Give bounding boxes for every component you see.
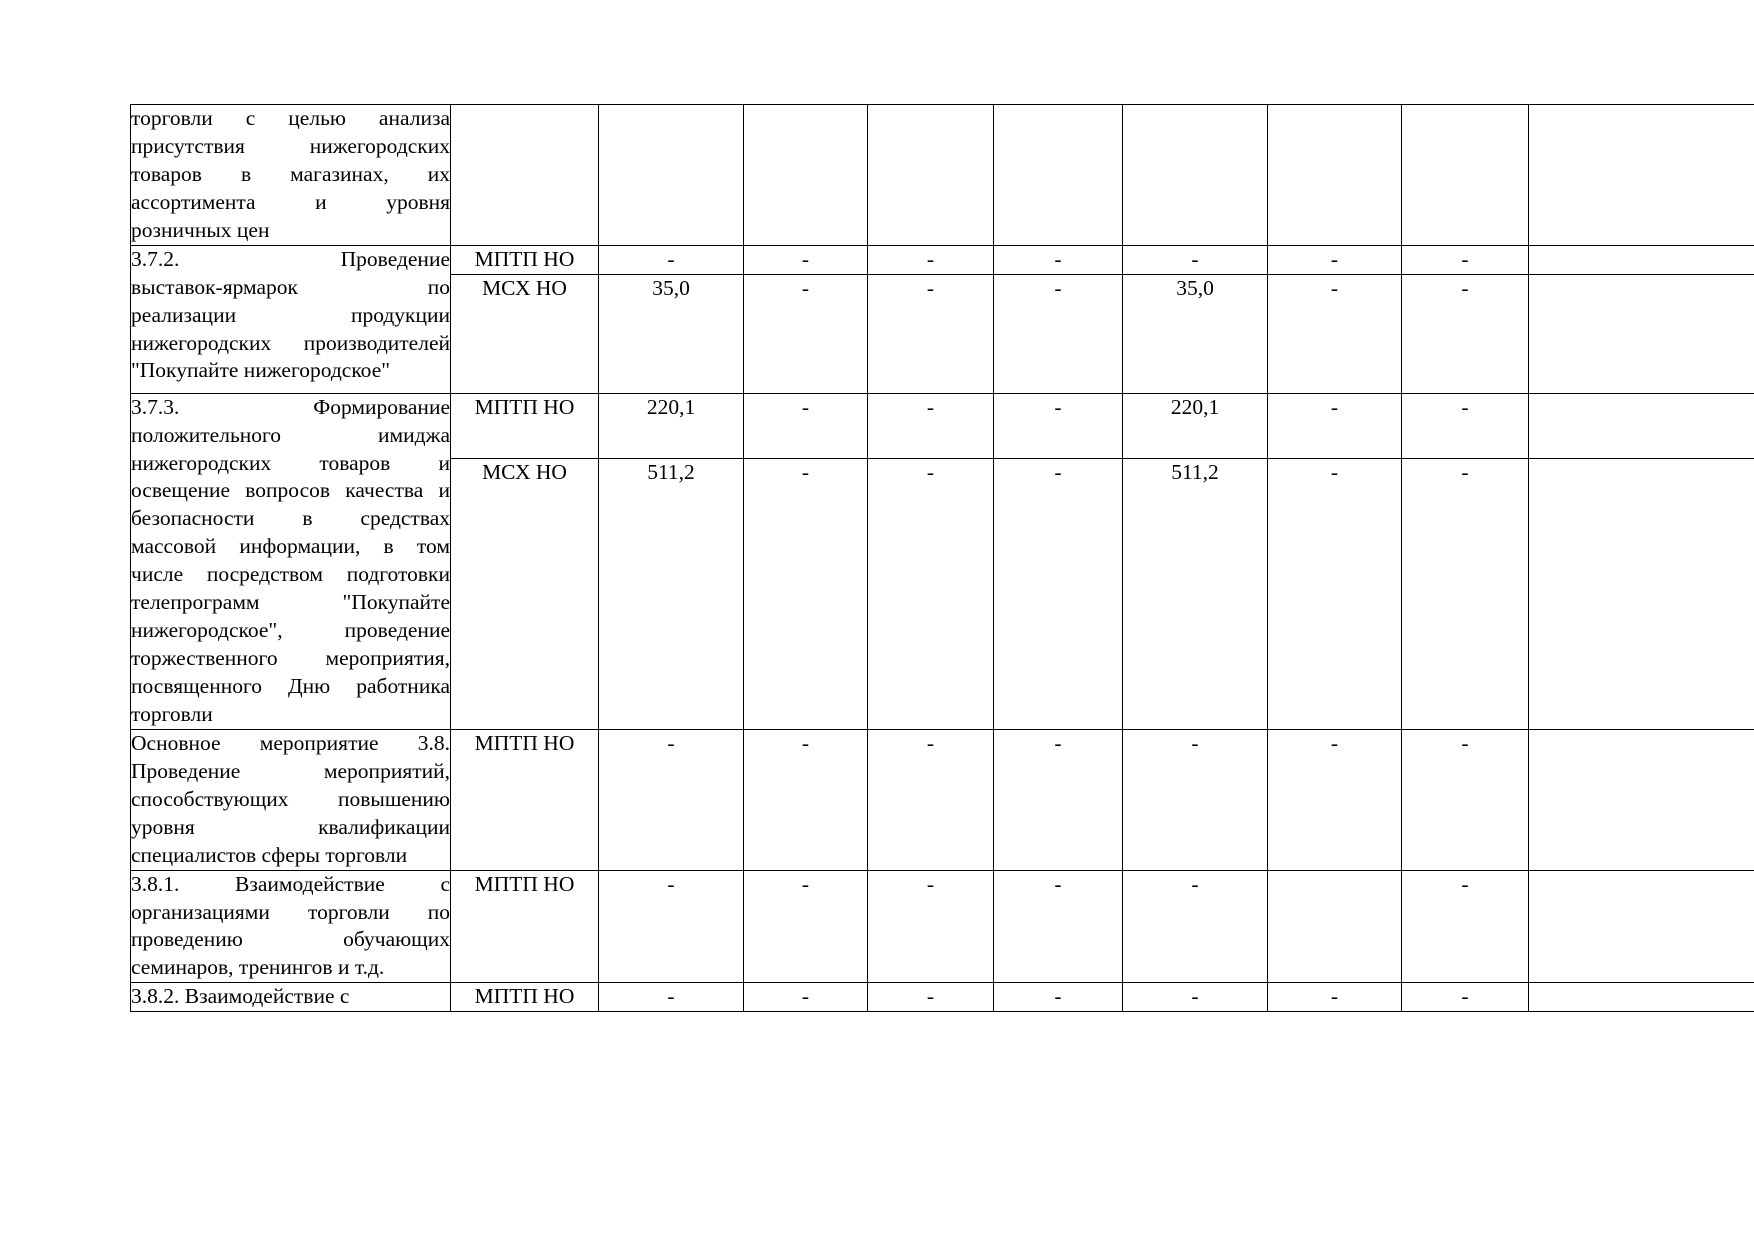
value-cell: - bbox=[599, 729, 744, 870]
value-cell: - bbox=[599, 245, 744, 274]
desc-line: семинаров, тренингов и т.д. bbox=[131, 955, 385, 980]
desc-line: Проведение мероприятий, bbox=[131, 758, 450, 783]
executor-cell: МПТП НО bbox=[451, 245, 599, 274]
executor-cell: МПТП НО bbox=[451, 870, 599, 983]
table-body bbox=[131, 105, 1754, 1012]
value-cell: - bbox=[1123, 983, 1268, 1012]
desc-line: числе посредством подготовки bbox=[131, 562, 450, 587]
table-container bbox=[130, 104, 1754, 1012]
desc-line: 3.8.1. Взаимодействие с bbox=[131, 871, 450, 896]
value-cell: 220,1 bbox=[1123, 393, 1268, 458]
table-row bbox=[131, 870, 1754, 983]
measure-description-cell bbox=[131, 105, 451, 246]
executor-cell: МСХ НО bbox=[451, 274, 599, 393]
value-cell: - bbox=[868, 274, 994, 393]
value-cell: - bbox=[1402, 983, 1529, 1012]
desc-line: положительного имиджа bbox=[131, 422, 450, 447]
desc-line: телепрограмм "Покупайте bbox=[131, 590, 450, 615]
table-row bbox=[131, 245, 1754, 274]
value-cell: - bbox=[599, 983, 744, 1012]
value-cell bbox=[599, 105, 744, 246]
value-cell: - bbox=[868, 729, 994, 870]
desc-line: специалистов сферы торговли bbox=[131, 842, 408, 867]
value-cell: - bbox=[744, 274, 868, 393]
value-cell: - bbox=[599, 870, 744, 983]
value-cell: - bbox=[868, 983, 994, 1012]
measure-description-cell bbox=[131, 729, 451, 870]
desc-line: "Покупайте нижегородское" bbox=[131, 358, 391, 383]
value-cell: - bbox=[1402, 458, 1529, 729]
value-cell bbox=[1529, 274, 1754, 393]
executor-cell: МПТП НО bbox=[451, 393, 599, 458]
value-cell: - bbox=[1268, 274, 1402, 393]
value-cell bbox=[868, 105, 994, 246]
desc-line: торжественного мероприятия, bbox=[131, 646, 450, 671]
value-cell: - bbox=[1123, 245, 1268, 274]
value-cell: - bbox=[1268, 458, 1402, 729]
value-cell: - bbox=[744, 458, 868, 729]
value-cell: - bbox=[994, 729, 1123, 870]
value-cell: - bbox=[744, 729, 868, 870]
desc-line: торговли bbox=[131, 701, 213, 726]
value-cell: - bbox=[994, 870, 1123, 983]
value-cell bbox=[744, 105, 868, 246]
value-cell bbox=[1123, 105, 1268, 246]
value-cell: - bbox=[1268, 245, 1402, 274]
value-cell: - bbox=[1268, 393, 1402, 458]
value-cell: 511,2 bbox=[1123, 458, 1268, 729]
measure-description-cell bbox=[131, 393, 451, 729]
desc-line: розничных цен bbox=[131, 217, 270, 242]
executor-cell: МПТП НО bbox=[451, 983, 599, 1012]
value-cell: - bbox=[744, 870, 868, 983]
desc-line: товаров в магазинах, их bbox=[131, 161, 450, 186]
desc-line: 3.7.2. Проведение bbox=[131, 246, 450, 271]
executor-cell: МПТП НО bbox=[451, 729, 599, 870]
desc-line: 3.8.2. Взаимодействие с bbox=[131, 984, 350, 1009]
value-cell bbox=[1402, 105, 1529, 246]
value-cell: - bbox=[1402, 729, 1529, 870]
table-row bbox=[131, 105, 1754, 246]
value-cell: - bbox=[1123, 729, 1268, 870]
value-cell: - bbox=[868, 458, 994, 729]
value-cell: - bbox=[1402, 245, 1529, 274]
value-cell bbox=[1268, 870, 1402, 983]
value-cell: 220,1 bbox=[599, 393, 744, 458]
table-row bbox=[131, 729, 1754, 870]
value-cell: - bbox=[994, 983, 1123, 1012]
measure-description-cell bbox=[131, 983, 451, 1012]
value-cell bbox=[1529, 870, 1754, 983]
desc-line: реализации продукции bbox=[131, 302, 450, 327]
value-cell: - bbox=[744, 393, 868, 458]
value-cell: 35,0 bbox=[1123, 274, 1268, 393]
value-cell: - bbox=[1402, 393, 1529, 458]
desc-line: массовой информации, в том bbox=[131, 534, 450, 559]
value-cell: - bbox=[994, 245, 1123, 274]
desc-line: присутствия нижегородских bbox=[131, 133, 450, 158]
value-cell: - bbox=[1268, 983, 1402, 1012]
desc-line: проведению обучающих bbox=[131, 927, 450, 952]
desc-line: ассортимента и уровня bbox=[131, 189, 450, 214]
value-cell: - bbox=[994, 274, 1123, 393]
value-cell: - bbox=[868, 393, 994, 458]
desc-line: 3.7.3. Формирование bbox=[131, 394, 450, 419]
value-cell: - bbox=[994, 458, 1123, 729]
value-cell: - bbox=[994, 393, 1123, 458]
program-measures-table bbox=[130, 104, 1754, 1012]
desc-line: посвященного Дню работника bbox=[131, 674, 450, 698]
value-cell bbox=[1529, 393, 1754, 458]
measure-description-cell bbox=[131, 245, 451, 393]
executor-cell bbox=[451, 105, 599, 246]
value-cell: - bbox=[1402, 870, 1529, 983]
value-cell: - bbox=[1268, 729, 1402, 870]
table-row bbox=[131, 393, 1754, 458]
value-cell: - bbox=[868, 870, 994, 983]
desc-line: нижегородское", проведение bbox=[131, 618, 450, 643]
desc-line: торговли с целью анализа bbox=[131, 106, 450, 130]
value-cell bbox=[1529, 105, 1754, 246]
desc-line: организациями торговли по bbox=[131, 899, 450, 924]
executor-cell: МСХ НО bbox=[451, 458, 599, 729]
desc-line: освещение вопросов качества и bbox=[131, 478, 450, 503]
desc-line: выставок-ярмарок по bbox=[131, 274, 450, 299]
value-cell: - bbox=[1402, 274, 1529, 393]
value-cell: - bbox=[744, 245, 868, 274]
table-row bbox=[131, 983, 1754, 1012]
value-cell bbox=[1529, 983, 1754, 1012]
desc-line: способствующих повышению bbox=[131, 786, 450, 811]
value-cell bbox=[1268, 105, 1402, 246]
desc-line: нижегородских производителей bbox=[131, 330, 450, 355]
value-cell bbox=[1529, 458, 1754, 729]
desc-line: Основное мероприятие 3.8. bbox=[131, 730, 450, 755]
value-cell: 35,0 bbox=[599, 274, 744, 393]
value-cell bbox=[994, 105, 1123, 246]
value-cell bbox=[1529, 245, 1754, 274]
desc-line: уровня квалификации bbox=[131, 814, 450, 839]
value-cell: - bbox=[868, 245, 994, 274]
value-cell: - bbox=[1123, 870, 1268, 983]
value-cell: - bbox=[744, 983, 868, 1012]
desc-line: безопасности в средствах bbox=[131, 506, 450, 531]
value-cell bbox=[1529, 729, 1754, 870]
desc-line: нижегородских товаров и bbox=[131, 450, 450, 475]
measure-description-cell bbox=[131, 870, 451, 983]
value-cell: 511,2 bbox=[599, 458, 744, 729]
